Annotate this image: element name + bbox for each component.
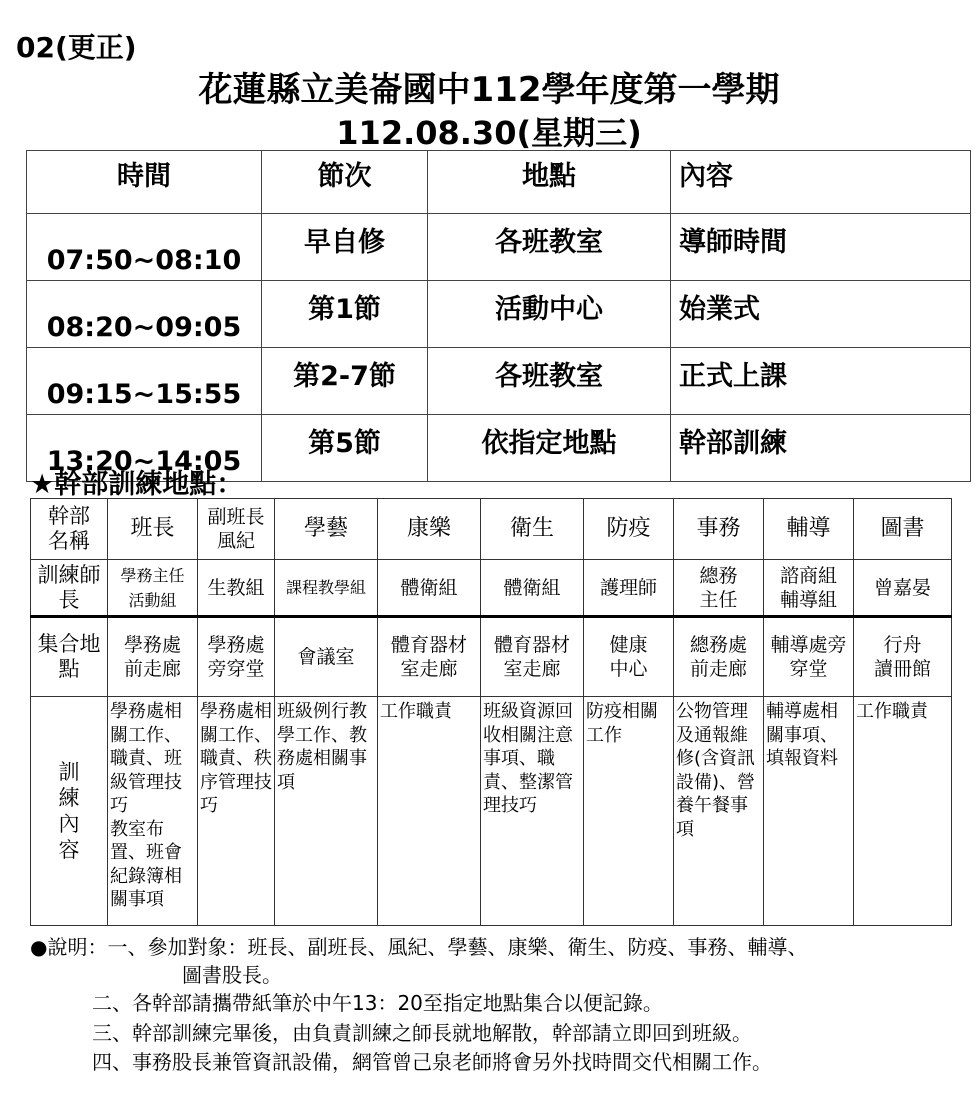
cadre-training-heading: ★幹部訓練地點： (30, 469, 244, 500)
cadre-meeting-place: 行舟 讀冊館 (854, 617, 952, 697)
cadre-name-row (31, 499, 952, 560)
note-line-3: 三、幹部訓練完畢後，由負責訓練之師長就地解散，幹部請立即回到班級。 (92, 1021, 752, 1045)
cadre-place-row (31, 617, 952, 697)
row-time: 07:50~08:10 (27, 214, 262, 281)
cadre-trainer: 生教組 (198, 560, 275, 617)
schedule-row (27, 281, 971, 348)
label-meeting-place: 集合地 點 (31, 617, 108, 697)
header-time: 時間 (27, 151, 262, 214)
document-label: 02(更正) (16, 31, 137, 64)
header-content: 內容 (671, 151, 971, 214)
label-training-content: 訓 練 內 容 (31, 697, 108, 926)
cadre-meeting-place: 學務處 前走廊 (108, 617, 198, 697)
cadre-meeting-place: 總務處 前走廊 (674, 617, 764, 697)
cadre-meeting-place: 會議室 (275, 617, 378, 697)
cadre-training-content: 公物管理及通報維修(含資訊設備)、營養午餐事項 (674, 697, 764, 926)
cadre-name: 學藝 (275, 499, 378, 560)
row-content: 幹部訓練 (671, 415, 971, 482)
row-time: 13:20~14:05 (27, 415, 262, 482)
row-content: 始業式 (671, 281, 971, 348)
row-location: 各班教室 (428, 348, 671, 415)
header-period: 節次 (262, 151, 428, 214)
cadre-training-table (30, 498, 952, 926)
row-period: 第2-7節 (262, 348, 428, 415)
row-location: 各班教室 (428, 214, 671, 281)
cadre-trainer: 體衛組 (481, 560, 584, 617)
cadre-training-content: 防疫相關工作 (584, 697, 674, 926)
schedule-table (26, 150, 971, 482)
cadre-trainer: 總務 主任 (674, 560, 764, 617)
cadre-trainer: 曾嘉晏 (854, 560, 952, 617)
cadre-meeting-place: 體育器材 室走廊 (481, 617, 584, 697)
cadre-meeting-place: 輔導處旁 穿堂 (764, 617, 854, 697)
cadre-content-row (31, 697, 952, 926)
document-date: 112.08.30(星期三) (336, 114, 642, 152)
cadre-name: 輔導 (764, 499, 854, 560)
cadre-training-content: 工作職責 (378, 697, 481, 926)
cadre-name: 圖書 (854, 499, 952, 560)
label-cadre-name: 幹部 名稱 (31, 499, 108, 560)
row-period: 早自修 (262, 214, 428, 281)
row-period: 第1節 (262, 281, 428, 348)
row-content: 導師時間 (671, 214, 971, 281)
trainer-text: 學務主任 活動組 (120, 565, 185, 610)
cadre-training-content: 工作職責 (854, 697, 952, 926)
cadre-training-content: 輔導處相關事項、填報資料 (764, 697, 854, 926)
cadre-meeting-place: 學務處 旁穿堂 (198, 617, 275, 697)
label-trainer: 訓練師 長 (31, 560, 108, 617)
cadre-trainer (108, 560, 198, 617)
header-location: 地點 (428, 151, 671, 214)
cadre-training-content: 學務處相關工作、職責、班級管理技巧 教室布置、班會紀錄簿相關事項 (108, 697, 198, 926)
row-time: 09:15~15:55 (27, 348, 262, 415)
schedule-header-row (27, 151, 971, 214)
cadre-trainer: 課程教學組 (275, 560, 378, 617)
note-line-1-continued: 圖書股長。 (182, 963, 282, 987)
cadre-trainer: 體衛組 (378, 560, 481, 617)
cadre-training-content: 班級資源回收相關注意事項、職責、整潔管理技巧 (481, 697, 584, 926)
row-time: 08:20~09:05 (27, 281, 262, 348)
cadre-training-content: 學務處相關工作、職責、秩序管理技巧 (198, 697, 275, 926)
cadre-name: 班長 (108, 499, 198, 560)
cadre-trainer: 護理師 (584, 560, 674, 617)
note-line-1: ●說明：一、參加對象：班長、副班長、風紀、學藝、康樂、衛生、防疫、事務、輔導、 (30, 935, 808, 959)
note-line-2: 二、各幹部請攜帶紙筆於中午13：20至指定地點集合以便記錄。 (92, 991, 663, 1015)
cadre-name: 防疫 (584, 499, 674, 560)
cadre-name: 副班長 風紀 (198, 499, 275, 560)
cadre-meeting-place: 健康 中心 (584, 617, 674, 697)
document-title: 花蓮縣立美崙國中112學年度第一學期 (198, 70, 780, 110)
row-content: 正式上課 (671, 348, 971, 415)
cadre-name: 康樂 (378, 499, 481, 560)
note-line-4: 四、事務股長兼管資訊設備，網管曾己泉老師將會另外找時間交代相關工作。 (92, 1050, 772, 1074)
cadre-name: 衛生 (481, 499, 584, 560)
cadre-meeting-place: 體育器材 室走廊 (378, 617, 481, 697)
schedule-row (27, 348, 971, 415)
cadre-trainer-row (31, 560, 952, 617)
cadre-training-content: 班級例行教學工作、教務處相關事項 (275, 697, 378, 926)
row-location: 依指定地點 (428, 415, 671, 482)
row-period: 第5節 (262, 415, 428, 482)
row-location: 活動中心 (428, 281, 671, 348)
schedule-row (27, 214, 971, 281)
cadre-trainer: 諮商組 輔導組 (764, 560, 854, 617)
cadre-name: 事務 (674, 499, 764, 560)
